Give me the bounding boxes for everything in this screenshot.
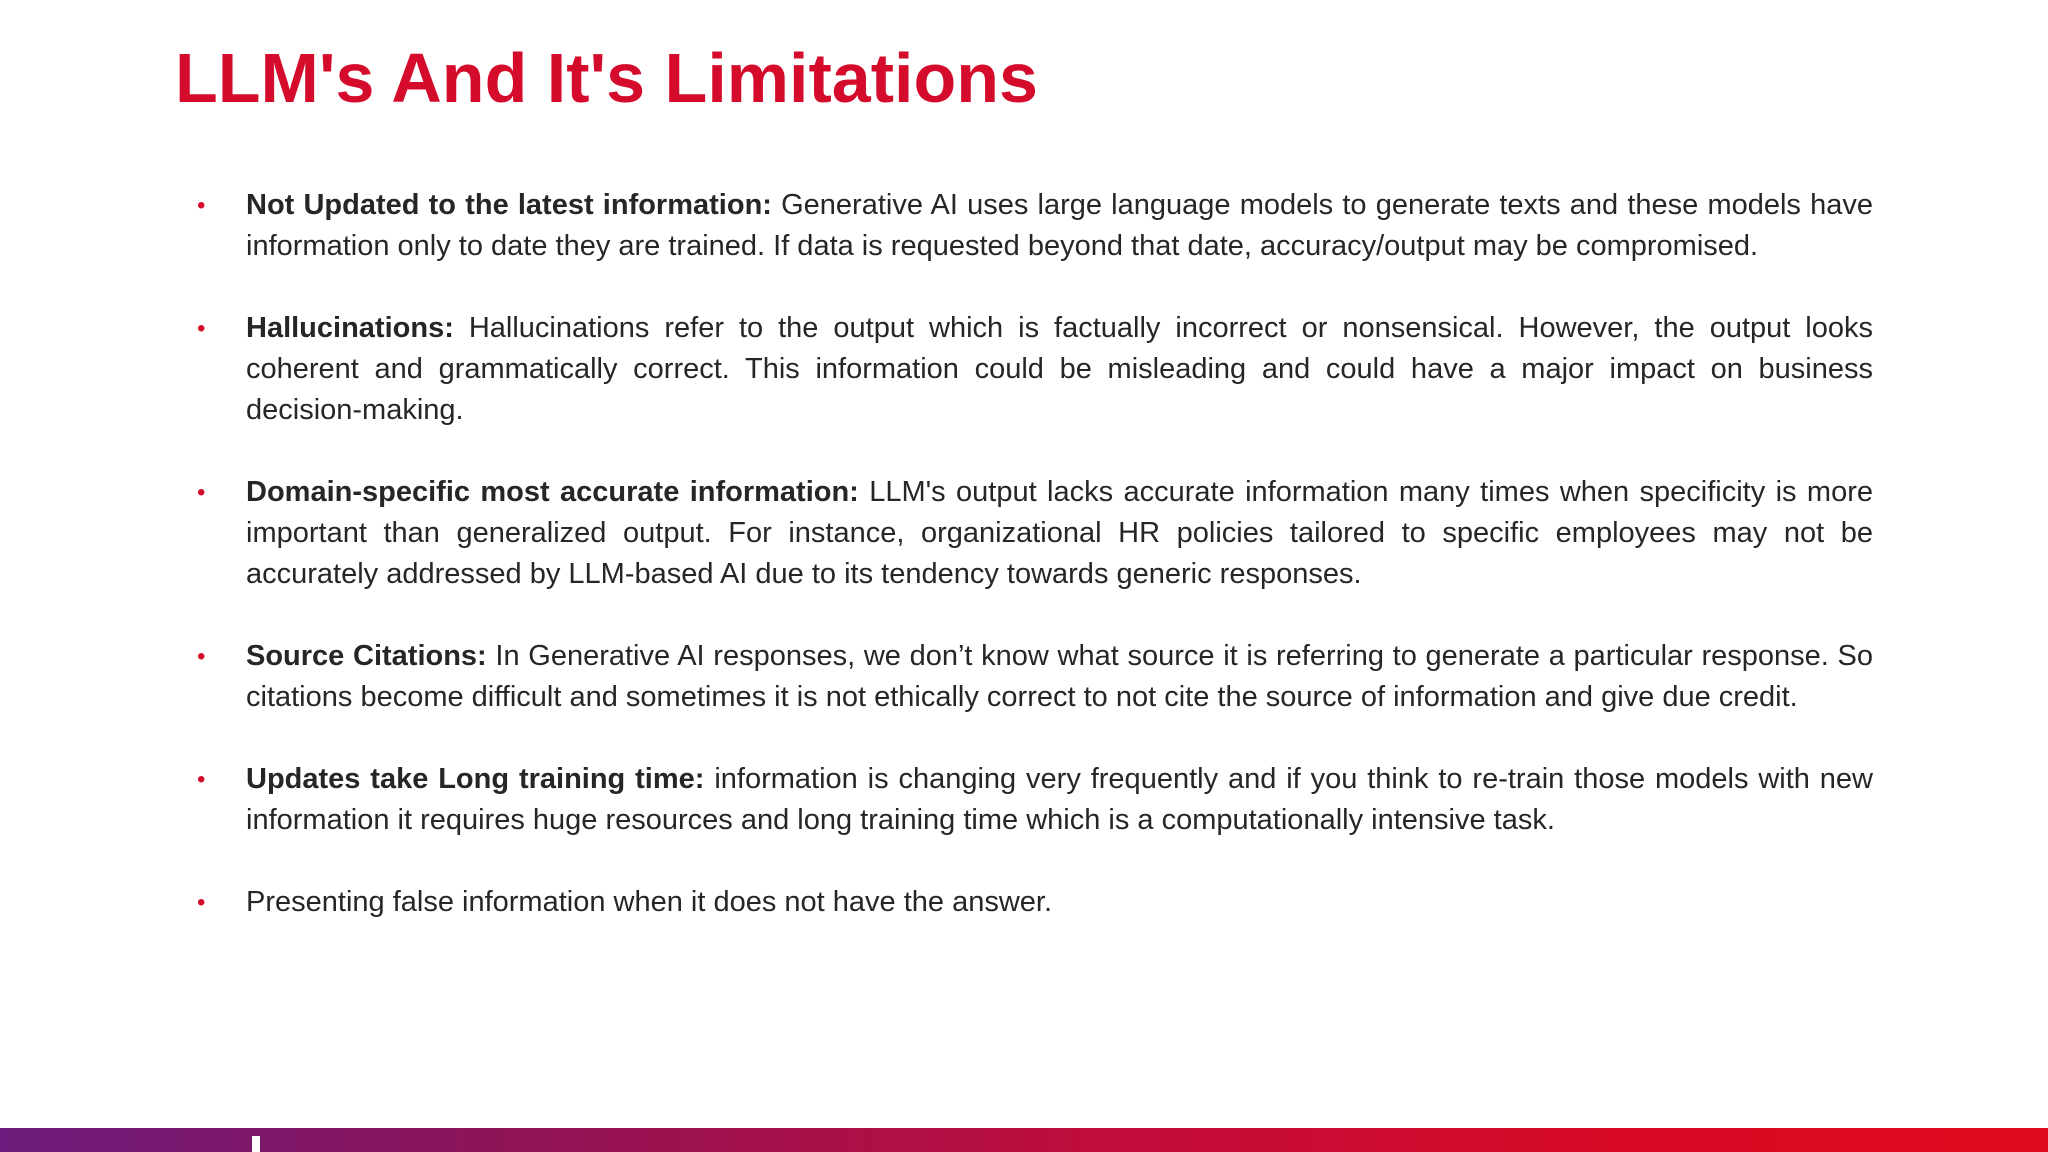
bullet-term: Updates take Long training time:: [246, 763, 705, 795]
bullet-item-source-citations: [190, 636, 1873, 718]
bullet-item-hallucinations: [190, 308, 1873, 431]
bullet-text: Hallucinations refer to the output which is factually incorrect or nonsensical. However, the output looks coherent and grammatically correct. This information could be misleading and could have a major impact on business decision-making.: [246, 312, 1873, 426]
limitations-list: [190, 185, 1873, 923]
bullet-text: LLM's output lacks accurate information many times when specificity is more important than generalized output. For instance, organizational HR policies tailored to specific employees may not be accurately addressed by LLM-based AI due to its tendency towards generic responses.: [246, 476, 1873, 590]
bullet-term: Source Citations:: [246, 640, 487, 672]
bullet-item-false-info: [190, 882, 1873, 923]
bullet-dot-icon: •: [197, 192, 206, 219]
bullet-dot-icon: •: [197, 889, 206, 916]
bullet-dot-icon: •: [197, 643, 206, 670]
bullet-term: Not Updated to the latest information:: [246, 189, 772, 221]
bullet-text: In Generative AI responses, we don’t know what source it is referring to generate a particular response. So citations become difficult and sometimes it is not ethically correct to not cite the source of information and give due credit.: [246, 640, 1873, 713]
bullet-dot-icon: •: [197, 766, 206, 793]
bullet-text: Generative AI uses large language models to generate texts and these models have information only to date they are trained. If data is requested beyond that date, accuracy/output may be compromised.: [246, 189, 1873, 262]
bullet-item-domain-specific: [190, 472, 1873, 595]
slide-title: LLM's And It's Limitations: [175, 39, 1038, 117]
bullet-term: Domain-specific most accurate information:: [246, 476, 859, 508]
bullet-text: information is changing very frequently and if you think to re-train those models with new information it requires huge resources and long training time which is a computationally intensive task.: [246, 763, 1873, 836]
bullet-text: Presenting false information when it does not have the answer.: [246, 886, 1053, 918]
bullet-item-training-time: [190, 759, 1873, 841]
bullet-dot-icon: •: [197, 315, 206, 342]
bullet-item-outdated-info: [190, 185, 1873, 267]
footer-gradient-bar: [0, 1128, 2048, 1152]
bullet-dot-icon: •: [197, 479, 206, 506]
bullet-term: Hallucinations:: [246, 312, 454, 344]
footer-logo-mark: [252, 1136, 260, 1152]
